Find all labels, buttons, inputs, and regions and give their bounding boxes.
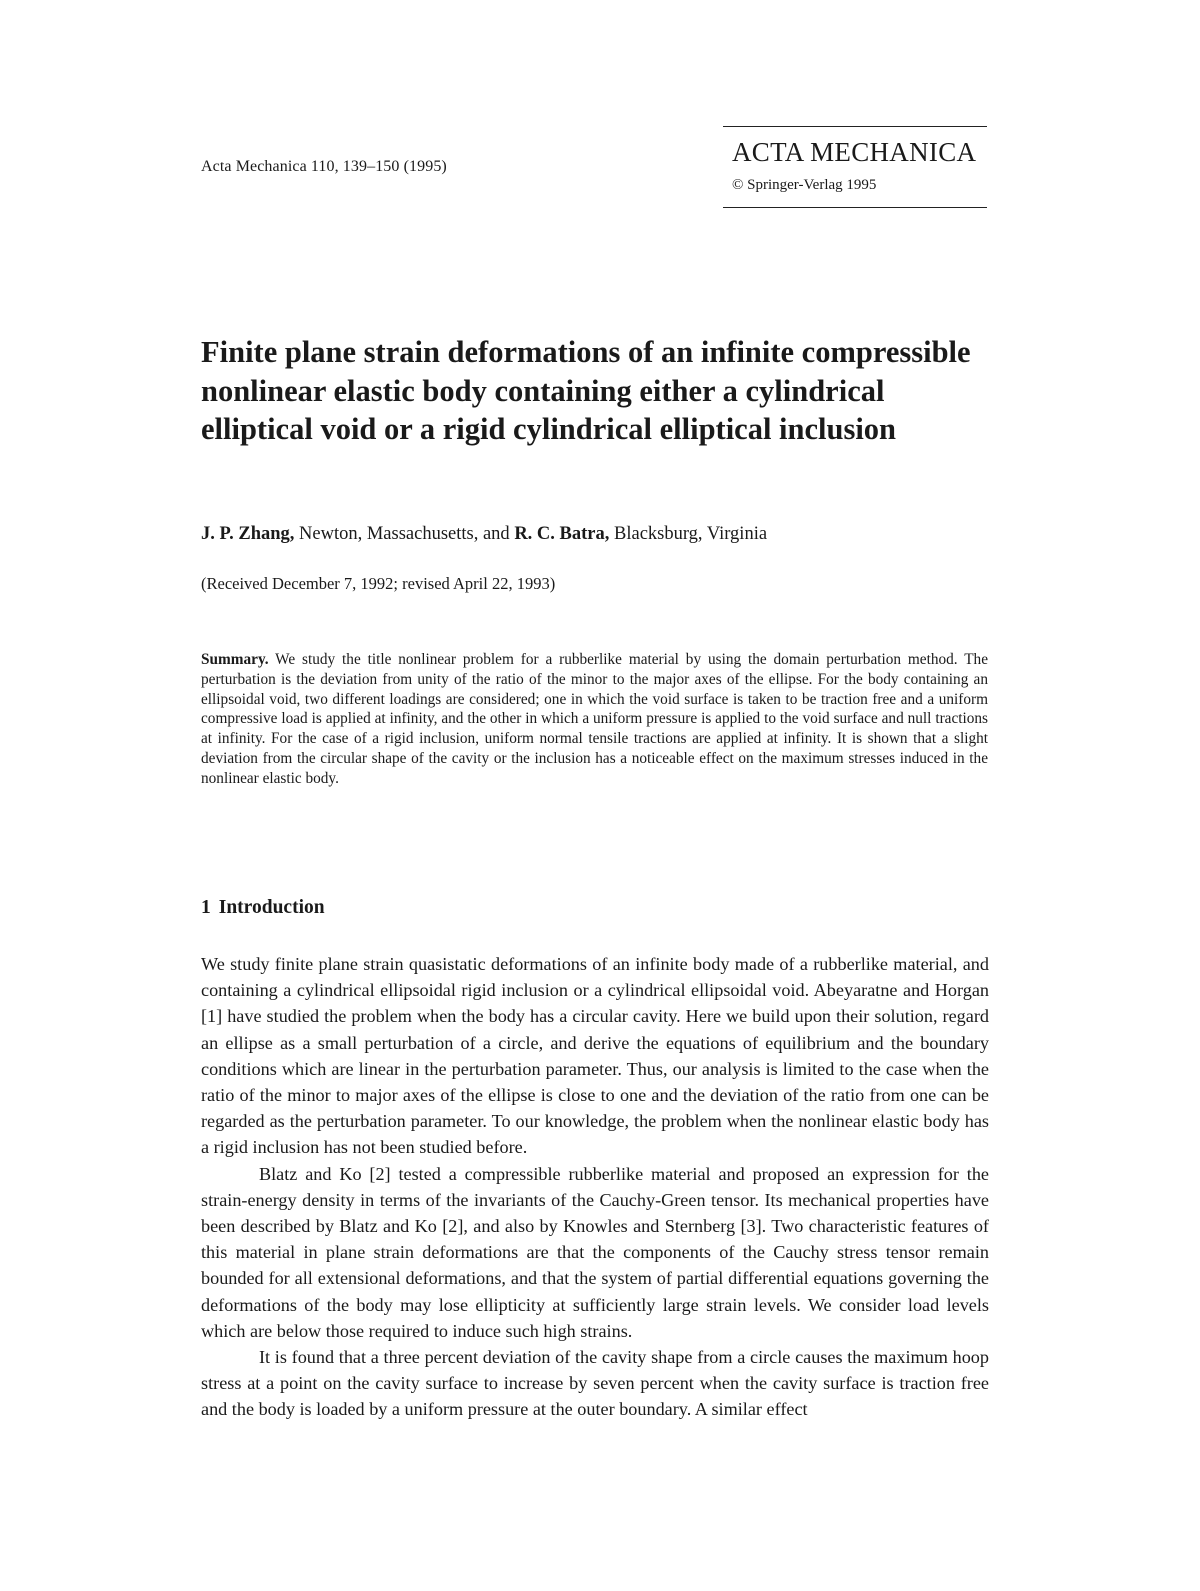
paragraph: It is found that a three percent deviation of the cavity shape from a circle causes the maximum hoop stress at a point on the cavity surface to increase by seven percent when the cavity surface is traction free and the body is loaded by a uniform pressure at the outer boundary. A similar effect <box>201 1347 989 1420</box>
author-1-name: J. P. Zhang, <box>201 524 295 544</box>
received-dates: (Received December 7, 1992; revised April 22, 1993) <box>201 574 556 593</box>
summary-label: Summary. <box>201 651 269 668</box>
introduction-body <box>201 951 989 1423</box>
author-2-name: R. C. Batra, <box>514 524 610 544</box>
summary-text: We study the title nonlinear problem for a rubberlike material by using the domain perturbation method. The perturbation is the deviation from unity of the ratio of the minor to the major axes of the ellipse. For the body containing an ellipsoidal void, two different loadings are considered; one in which the void surface is taken to be traction free and a uniform compressive load is applied at infinity, and the other in which a uniform pressure is applied to the void surface and null tractions at infinity. For the case of a rigid inclusion, uniform normal tensile tractions are applied at infinity. It is shown that a slight deviation from the circular shape of the cavity or the inclusion has a noticeable effect on the maximum stresses induced in the nonlinear elastic body. <box>201 651 988 787</box>
author-2-location: Blacksburg, Virginia <box>609 524 768 544</box>
paragraph: Blatz and Ko [2] tested a compressible rubberlike material and proposed an expression for the strain-energy density in terms of the invariants of the Cauchy-Green tensor. Its mechanical properties have been described by Blatz and Ko [2], and also by Knowles and Sternberg [3]. Two characteristic features of this material in plane strain deformations are that the components of the Cauchy stress tensor remain bounded for all extensional deformations, and that the system of partial differential equations governing the deformations of the body may lose ellipticity at sufficiently large strain levels. We consider load levels which are below those required to induce such high strains. <box>201 1163 989 1341</box>
journal-name: ACTA MECHANICA <box>732 137 977 167</box>
section-heading-introduction <box>201 897 325 919</box>
paragraph: We study finite plane strain quasistatic deformations of an infinite body made of a rubberlike material, and containing a cylindrical ellipsoidal rigid inclusion or a cylindrical ellipsoidal void. Abeyaratne and Horgan [1] have studied the problem when the body has a circular cavity. Here we build upon their solution, regard an ellipse as a small perturbation of a circle, and derive the equations of equilibrium and the boundary conditions which are linear in the perturbation parameter. Thus, our analysis is limited to the case when the ratio of the minor to major axes of the ellipse is close to one and the deviation of the ratio from one can be regarded as the perturbation parameter. To our knowledge, the problem when the nonlinear elastic body has a rigid inclusion has not been studied before. <box>201 954 989 1158</box>
paper-title: Finite plane strain deformations of an infinite compressible nonlinear elastic body containing either a cylindrical elliptical void or a rigid cylindrical elliptical inclusion <box>201 335 971 446</box>
journal-citation: Acta Mechanica 110, 139–150 (1995) <box>201 158 447 175</box>
author-line <box>201 524 767 545</box>
section-title: Introduction <box>218 897 325 918</box>
section-number: 1 <box>201 897 211 918</box>
journal-masthead <box>723 126 987 208</box>
author-1-location: Newton, Massachusetts, and <box>294 524 515 544</box>
copyright-notice: © Springer-Verlag 1995 <box>732 177 877 193</box>
summary-abstract <box>201 650 988 789</box>
